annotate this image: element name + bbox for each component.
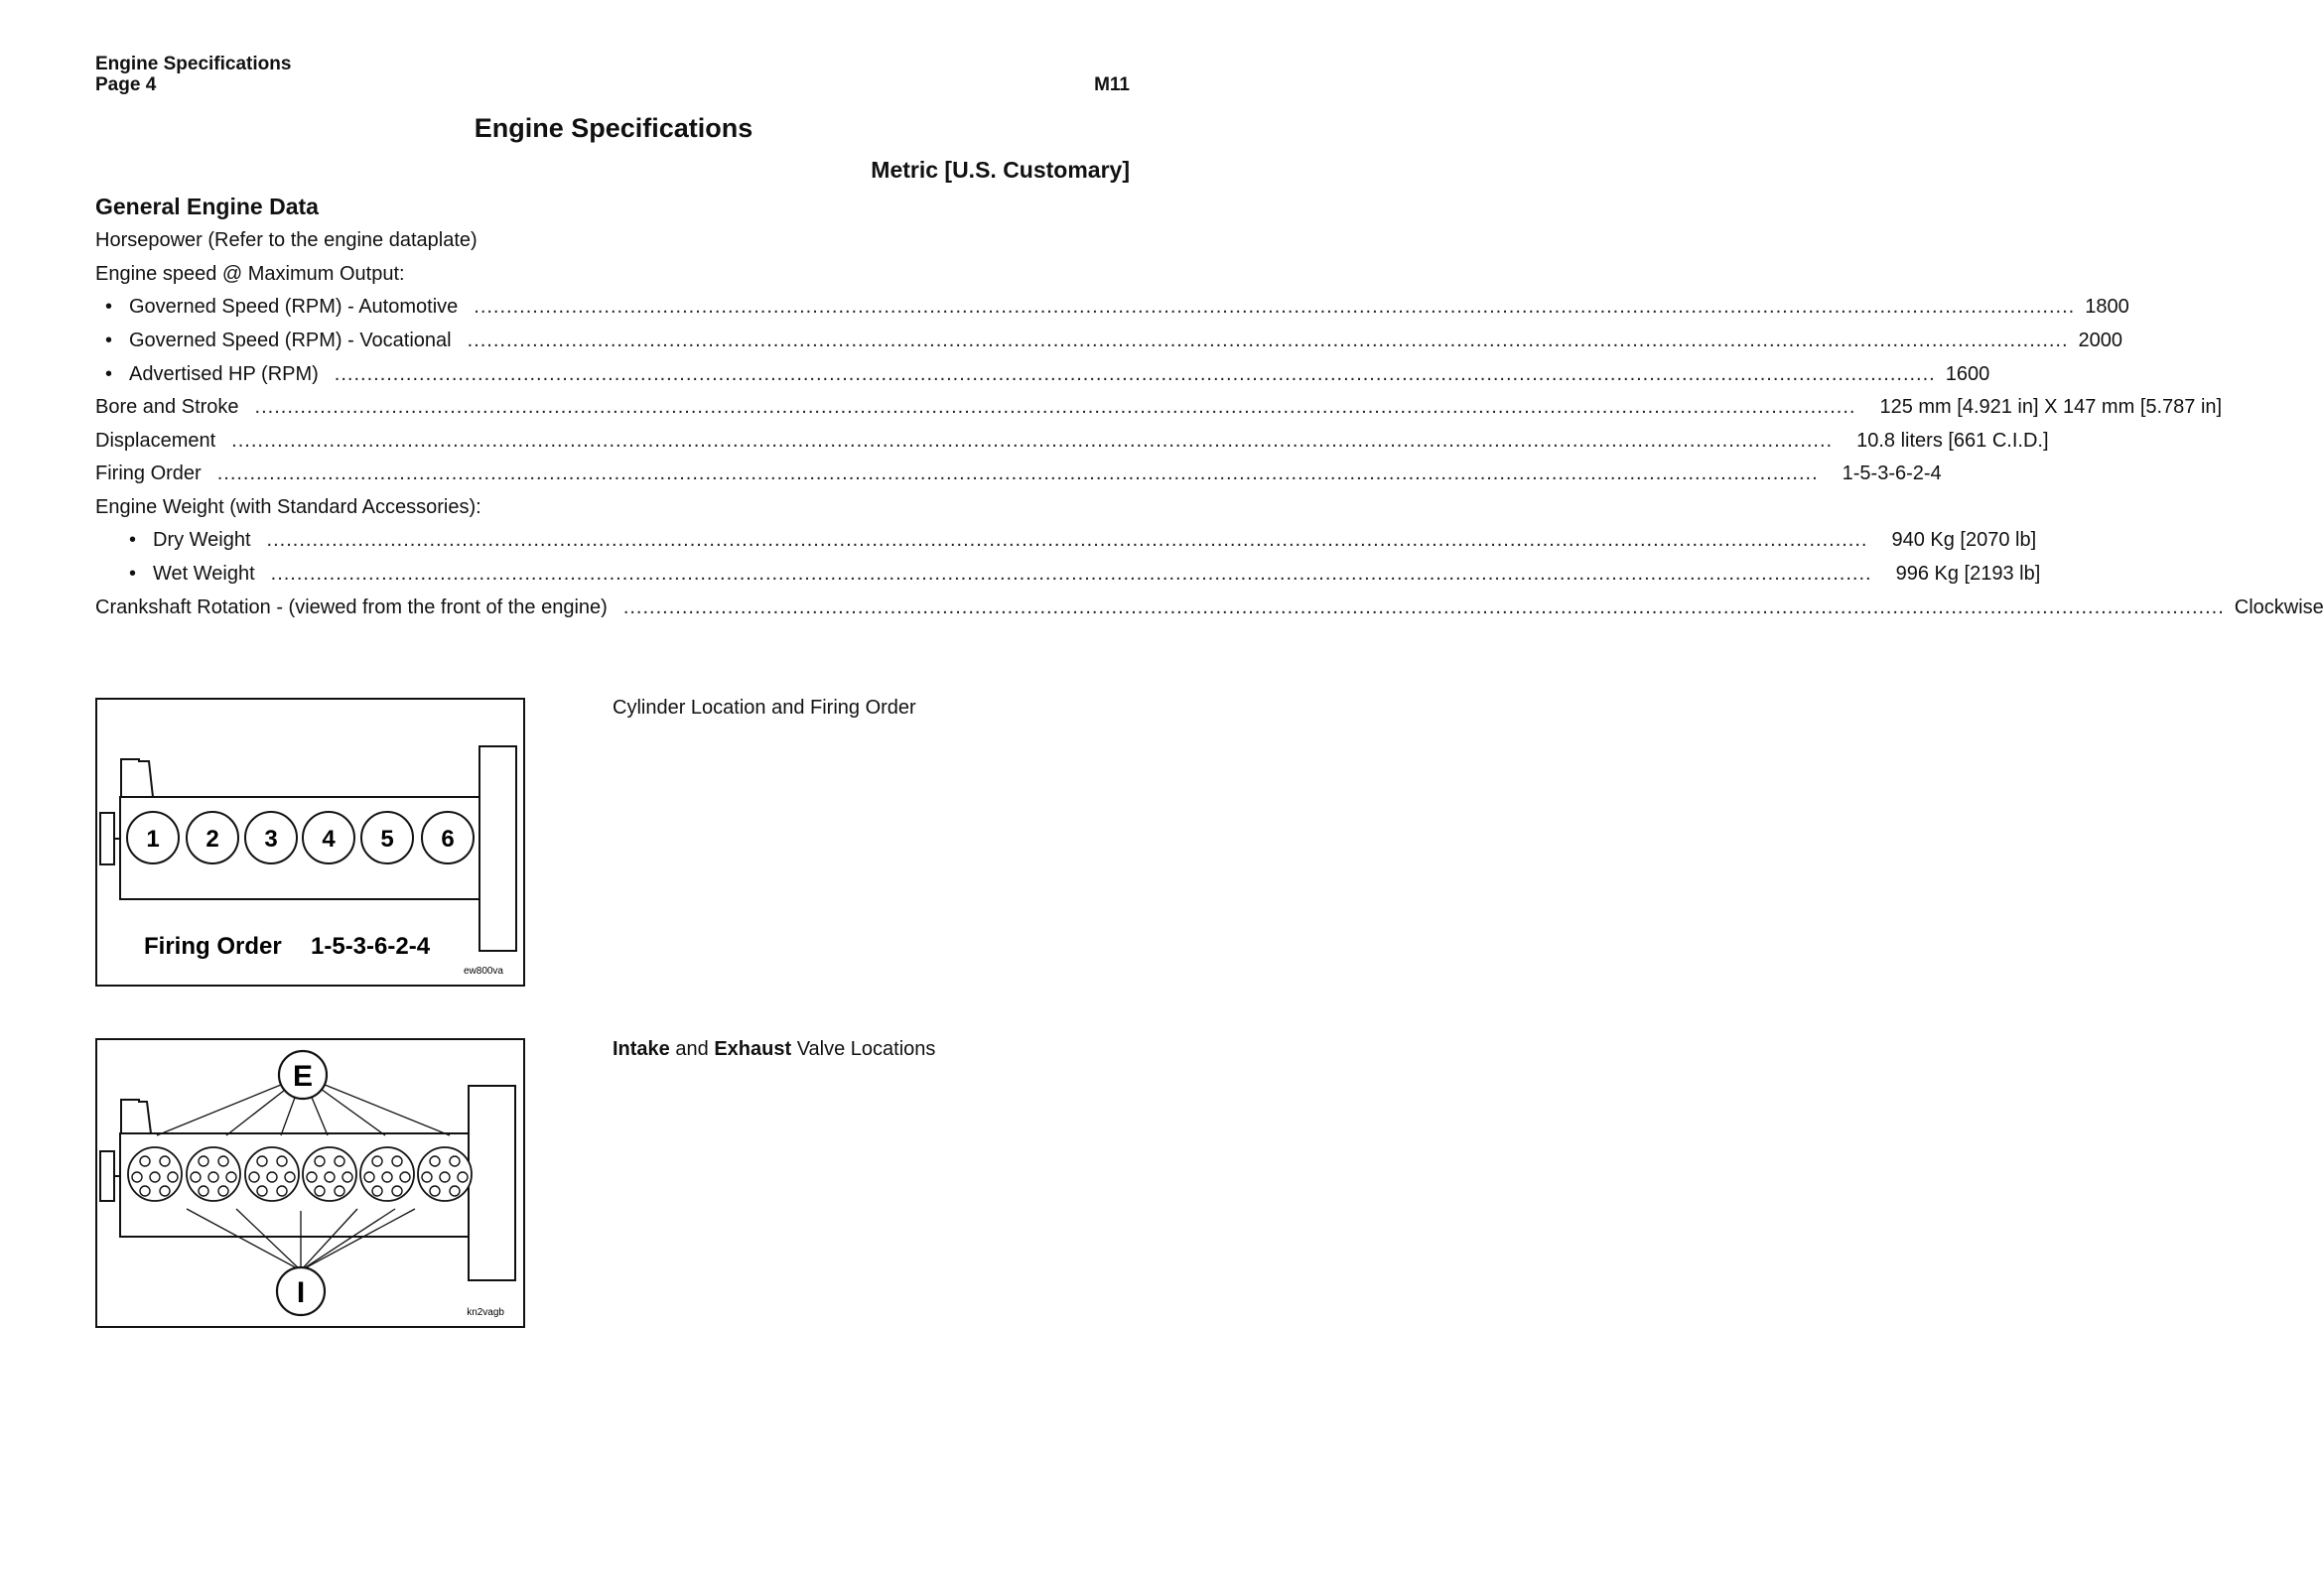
spec-value: 2000 [2078, 330, 2123, 351]
spec-label: Crankshaft Rotation - (viewed from the front of the engine) [95, 596, 608, 618]
spec-row-crankshaft-rotation [95, 596, 2324, 619]
spec-row-governed-automotive [105, 295, 2129, 319]
exhaust-letter: E [292, 1060, 314, 1093]
figure1-caption: Cylinder Location and Firing Order [613, 697, 916, 719]
cylinder-diagram [97, 700, 522, 984]
caption-rest: Valve Locations [796, 1038, 936, 1060]
dot-leader: ...................................................................................................................................................................................................................................................... [216, 463, 1819, 484]
figure-code: kn2vagb [467, 1307, 504, 1318]
caption-and: and [675, 1038, 709, 1060]
spec-label: Displacement [95, 430, 216, 452]
spec-row-wet-weight [129, 562, 2041, 586]
dot-leader: ...................................................................................................................................................................................................................................................... [467, 330, 2069, 351]
spec-label: Bore and Stroke [95, 396, 239, 418]
valve-location-figure [95, 1038, 525, 1328]
dot-leader: ...................................................................................................................................................................................................................................................... [270, 563, 1872, 585]
header-page-number: Page 4 [95, 74, 157, 95]
intake-letter: I [296, 1276, 306, 1309]
dot-leader: ...................................................................................................................................................................................................................................................... [254, 396, 1856, 418]
bullet: • [105, 296, 113, 318]
figure-firing-order-label: Firing Order [144, 933, 282, 960]
spec-value: Clockwise [2234, 596, 2324, 618]
spec-label: Dry Weight [153, 529, 251, 551]
valve-diagram [97, 1040, 522, 1325]
bullet: • [105, 363, 113, 385]
bullet: • [105, 330, 113, 351]
figure-code: ew800va [463, 966, 503, 977]
header-doc-title: Engine Specifications [95, 54, 292, 74]
cylinder-number: 3 [264, 826, 278, 853]
caption-intake: Intake [613, 1038, 670, 1060]
dot-leader: ...................................................................................................................................................................................................................................................... [334, 363, 1936, 385]
spec-value: 10.8 liters [661 C.I.D.] [1856, 430, 2049, 452]
cylinder-number: 6 [441, 826, 455, 853]
dot-leader: ...................................................................................................................................................................................................................................................... [622, 596, 2225, 618]
dot-leader: ...................................................................................................................................................................................................................................................... [231, 430, 1834, 452]
spec-label: Governed Speed (RPM) - Vocational [129, 330, 452, 351]
engine-speed-label: Engine speed @ Maximum Output: [95, 263, 405, 285]
units-note: Metric [U.S. Customary] [871, 157, 1130, 183]
cylinder-location-figure [95, 698, 525, 987]
dot-leader: ...................................................................................................................................................................................................................................................... [474, 296, 2076, 318]
page-title: Engine Specifications [474, 113, 753, 143]
engine-weight-label: Engine Weight (with Standard Accessories): [95, 496, 481, 518]
spec-label: Advertised HP (RPM) [129, 363, 319, 385]
figure-firing-order-value: 1-5-3-6-2-4 [311, 933, 431, 960]
cylinder-number: 1 [146, 826, 160, 853]
figure2-caption [613, 1038, 935, 1061]
spec-label: Wet Weight [153, 563, 255, 585]
spec-row-bore-stroke [95, 395, 2223, 419]
dot-leader: ...................................................................................................................................................................................................................................................... [266, 529, 1868, 551]
cylinder-number: 4 [322, 826, 336, 853]
spec-value: 1-5-3-6-2-4 [1842, 463, 1942, 484]
spec-row-firing-order [95, 462, 1942, 485]
spec-label: Firing Order [95, 463, 202, 484]
horsepower-note: Horsepower (Refer to the engine dataplate) [95, 229, 478, 251]
spec-value: 125 mm [4.921 in] X 147 mm [5.787 in] [1879, 396, 2223, 418]
spec-value: 996 Kg [2193 lb] [1895, 563, 2041, 585]
spec-value: 1600 [1945, 363, 1990, 385]
running-header [95, 54, 291, 95]
spec-label: Governed Speed (RPM) - Automotive [129, 296, 459, 318]
cylinder-number: 2 [205, 826, 219, 853]
spec-row-dry-weight [129, 528, 2037, 552]
spec-value: 940 Kg [2070 lb] [1891, 529, 2037, 551]
bullet: • [129, 529, 137, 551]
spec-value: 1800 [2085, 296, 2129, 318]
spec-row-displacement [95, 429, 2049, 453]
bullet: • [129, 563, 137, 585]
section-title: General Engine Data [95, 194, 319, 219]
caption-exhaust: Exhaust [714, 1038, 792, 1060]
spec-row-governed-vocational [105, 329, 2123, 352]
spec-row-advertised-hp [105, 362, 1990, 386]
header-model: M11 [1094, 74, 1130, 95]
cylinder-number: 5 [380, 826, 394, 853]
